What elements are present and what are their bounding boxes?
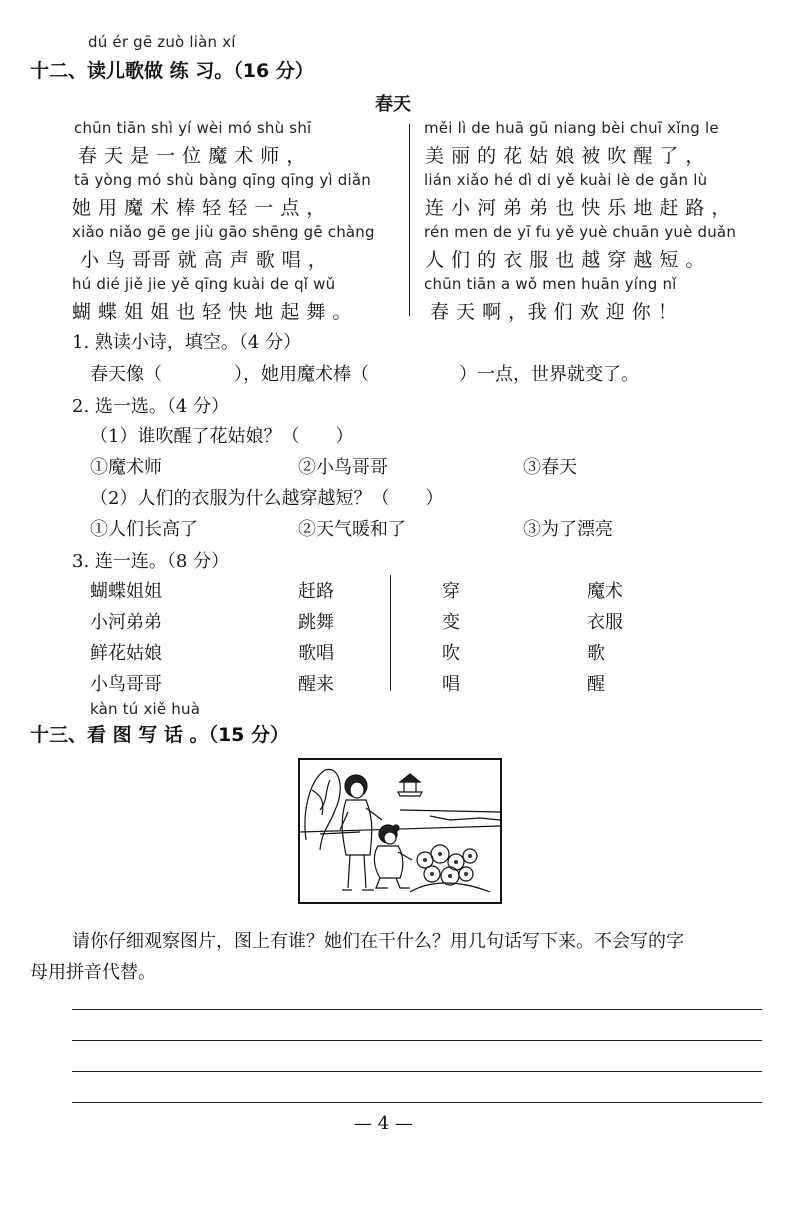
poem-right-line-1: 美 丽 的 花 姑 娘 被 吹 醒 了 ， xyxy=(425,145,705,167)
poem-left-line-2: 她 用 魔 术 棒 轻 轻 一 点 ， xyxy=(72,197,326,219)
q3-col4-item: 歌 xyxy=(587,643,605,664)
q2-title: 2. 选一选。（4 分） xyxy=(72,396,230,417)
q3-col2-item: 歌唱 xyxy=(298,643,334,664)
poem-left-line-4: 蝴 蝶 姐 姐 也 轻 快 地 起 舞 。 xyxy=(72,301,352,323)
q2-sub2-option-3: ③为了漂亮 xyxy=(523,519,613,540)
q3-col2-item: 跳舞 xyxy=(298,612,334,633)
q3-col2-item: 赶路 xyxy=(298,581,334,602)
poem-divider xyxy=(409,124,410,316)
q3-divider xyxy=(390,575,391,691)
poem-left-line-1: 春 天 是 一 位 魔 术 师 ， xyxy=(78,145,306,167)
q3-col4-item: 魔术 xyxy=(587,581,623,602)
poem-right-line-3: 人 们 的 衣 服 也 越 穿 越 短 。 xyxy=(425,249,705,271)
q3-col3-item: 唱 xyxy=(442,674,460,695)
q2-sub2: （2）人们的衣服为什么越穿越短？（ ） xyxy=(90,488,444,509)
section12-pinyin: dú ér gē zuò liàn xí xyxy=(88,33,236,51)
q2-sub2-option-2: ②天气暖和了 xyxy=(298,519,406,540)
q3-col4-item: 醒 xyxy=(587,674,605,695)
q3-col3-item: 穿 xyxy=(442,581,460,602)
section13-instruction-line1: 请你仔细观察图片，图上有谁？她们在干什么？用几句话写下来。不会写的字 xyxy=(72,931,684,952)
q2-sub2-option-1: ①人们长高了 xyxy=(90,519,198,540)
q3-col1-item: 鲜花姑娘 xyxy=(90,643,162,664)
q2-sub1: （1）谁吹醒了花姑娘？（ ） xyxy=(90,426,354,447)
poem-right-pinyin-1: měi lì de huā gū niang bèi chuī xǐng le xyxy=(424,119,719,137)
q3-col1-item: 蝴蝶姐姐 xyxy=(90,581,162,602)
q3-col3-item: 变 xyxy=(442,612,460,633)
poem-right-pinyin-3: rén men de yī fu yě yuè chuān yuè duǎn xyxy=(424,223,737,241)
q3-col3-item: 吹 xyxy=(442,643,460,664)
illustration-mother-daughter-flowers xyxy=(298,758,502,904)
writing-line-4[interactable] xyxy=(72,1102,762,1103)
poem-left-pinyin-2: tā yòng mó shù bàng qīng qīng yì diǎn xyxy=(74,171,371,189)
writing-line-3[interactable] xyxy=(72,1071,762,1072)
q2-sub1-option-2: ②小鸟哥哥 xyxy=(298,457,388,478)
poem-left-pinyin-3: xiǎo niǎo gē ge jiù gāo shēng gē chàng xyxy=(72,223,375,241)
q3-col4-item: 衣服 xyxy=(587,612,623,633)
poem-left-pinyin-4: hú dié jiě jie yě qīng kuài de qǐ wǔ xyxy=(72,275,336,293)
q3-col1-item: 小河弟弟 xyxy=(90,612,162,633)
page-number: — 4 — xyxy=(354,1113,413,1134)
section13-instruction-line2: 母用拼音代替。 xyxy=(30,962,156,983)
illustration-drawing xyxy=(300,760,500,902)
q3-title: 3. 连一连。（8 分） xyxy=(72,551,230,572)
poem-left-pinyin-1: chūn tiān shì yí wèi mó shù shī xyxy=(74,119,312,137)
poem-right-pinyin-2: lián xiǎo hé dì di yě kuài lè de gǎn lù xyxy=(424,171,708,189)
q3-col1-item: 小鸟哥哥 xyxy=(90,674,162,695)
writing-line-1[interactable] xyxy=(72,1009,762,1010)
poem-right-line-4: 春 天 啊 ，我 们 欢 迎 你 ！ xyxy=(430,301,678,323)
section13-title: 十三、看 图 写 话 。（15 分） xyxy=(30,724,290,746)
q1-fill-line: 春天像（ ），她用魔术棒（ ）一点，世界就变了。 xyxy=(90,364,639,385)
q2-sub1-option-1: ①魔术师 xyxy=(90,457,162,478)
writing-line-2[interactable] xyxy=(72,1040,762,1041)
q1-title: 1. 熟读小诗，填空。（4 分） xyxy=(72,332,302,353)
q2-sub1-option-3: ③春天 xyxy=(523,457,577,478)
poem-title: 春天 xyxy=(375,94,411,115)
poem-right-pinyin-4: chūn tiān a wǒ men huān yíng nǐ xyxy=(424,275,677,293)
section12-title: 十二、读儿歌做 练 习。（16 分） xyxy=(30,60,314,82)
q3-col2-item: 醒来 xyxy=(298,674,334,695)
poem-left-line-3: 小 鸟 哥哥 就 高 声 歌 唱 ， xyxy=(80,249,328,271)
poem-right-line-2: 连 小 河 弟 弟 也 快 乐 地 赶 路 ， xyxy=(425,197,731,219)
section13-pinyin: kàn tú xiě huà xyxy=(90,700,201,718)
